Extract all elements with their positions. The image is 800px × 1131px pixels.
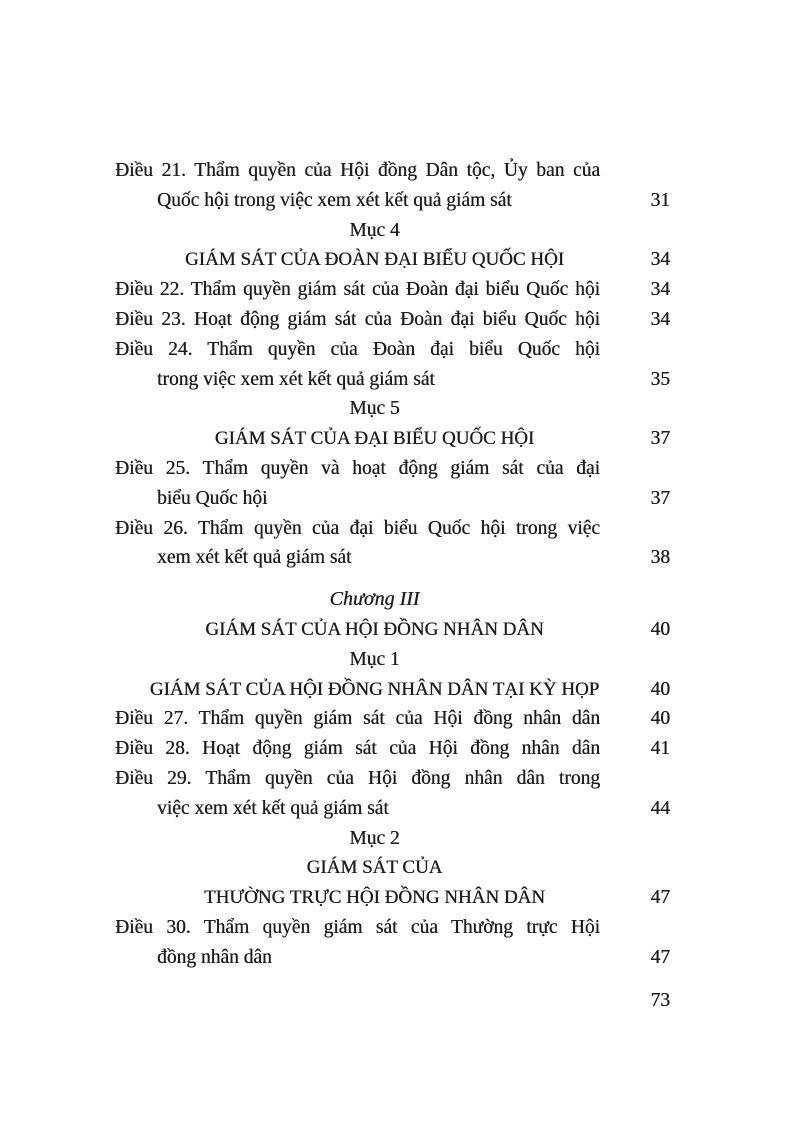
toc-row-text: Mục 5 <box>349 398 400 420</box>
folio-page-number: 73 <box>650 990 670 1011</box>
toc-row-text: Điều 30. Thẩm quyền giám sát của Thường trực Hội <box>115 916 600 938</box>
toc-row-page-number: 47 <box>650 887 670 909</box>
toc-row <box>115 514 670 544</box>
toc-row <box>115 394 670 424</box>
toc-row <box>115 424 670 454</box>
toc-row-page-number: 40 <box>650 618 670 640</box>
table-of-contents <box>115 156 670 973</box>
toc-row-text: Điều 25. Thẩm quyền và hoạt động giám sát của đại <box>115 457 600 479</box>
toc-row-text: Mục 2 <box>349 827 400 849</box>
toc-row-text: GIÁM SÁT CỦA HỘI ĐỒNG NHÂN DÂN TẠI KỲ HỌP <box>149 678 600 700</box>
toc-row-text: Điều 22. Thẩm quyền giám sát của Đoàn đại biểu Quốc hội <box>115 279 600 301</box>
toc-row-page-number: 35 <box>650 368 670 390</box>
toc-row <box>115 216 670 246</box>
toc-row <box>115 245 670 275</box>
toc-row-text: Điều 26. Thẩm quyền của đại biểu Quốc hội trong việc <box>115 517 600 539</box>
toc-row-text: GIÁM SÁT CỦA ĐOÀN ĐẠI BIỂU QUỐC HỘI <box>184 249 565 271</box>
toc-row-page-number: 34 <box>650 279 670 301</box>
toc-row-text: đồng nhân dân <box>157 946 272 968</box>
toc-row <box>115 365 670 395</box>
toc-row-text: Điều 23. Hoạt động giám sát của Đoàn đại biểu Quốc hội <box>115 308 600 330</box>
toc-row-text: Điều 28. Hoạt động giám sát của Hội đồng nhân dân <box>115 738 600 760</box>
toc-row <box>115 794 670 824</box>
toc-row-text: việc xem xét kết quả giám sát <box>157 797 389 819</box>
toc-row <box>115 675 670 705</box>
toc-row-text: Điều 24. Thẩm quyền của Đoàn đại biểu Quốc hội <box>115 338 600 360</box>
toc-row <box>115 615 670 645</box>
toc-row-text: GIÁM SÁT CỦA <box>306 857 443 879</box>
toc-row <box>115 585 670 615</box>
toc-row-text: Chương III <box>329 588 420 611</box>
toc-row-text: Quốc hội trong việc xem xét kết quả giám sát <box>157 189 512 211</box>
toc-row-text: biểu Quốc hội <box>157 487 268 509</box>
toc-row <box>115 275 670 305</box>
toc-row <box>115 883 670 913</box>
toc-row <box>115 943 670 973</box>
toc-row <box>115 645 670 675</box>
toc-row <box>115 734 670 764</box>
toc-row-text: GIÁM SÁT CỦA HỘI ĐỒNG NHÂN DÂN <box>205 618 544 640</box>
toc-row <box>115 186 670 216</box>
toc-row <box>115 824 670 854</box>
toc-row-page-number: 44 <box>650 797 670 819</box>
toc-row-text: trong việc xem xét kết quả giám sát <box>157 368 435 390</box>
toc-row-text: GIÁM SÁT CỦA ĐẠI BIỂU QUỐC HỘI <box>214 428 535 450</box>
toc-row-page-number: 38 <box>650 547 670 569</box>
toc-row <box>115 335 670 365</box>
toc-row-page-number: 40 <box>650 708 670 730</box>
toc-row-page-number: 47 <box>650 946 670 968</box>
toc-row-page-number: 40 <box>650 678 670 700</box>
toc-row <box>115 484 670 514</box>
toc-row <box>115 704 670 734</box>
toc-row-text: Điều 27. Thẩm quyền giám sát của Hội đồng nhân dân <box>115 708 600 730</box>
toc-row <box>115 764 670 794</box>
toc-row <box>115 156 670 186</box>
toc-row-text: Điều 29. Thẩm quyền của Hội đồng nhân dân trong <box>115 767 600 789</box>
toc-row-page-number: 41 <box>650 738 670 760</box>
toc-row <box>115 305 670 335</box>
toc-row-page-number: 34 <box>650 249 670 271</box>
toc-row-text: xem xét kết quả giám sát <box>157 547 352 569</box>
toc-row-text: THƯỜNG TRỰC HỘI ĐỒNG NHÂN DÂN <box>203 887 546 909</box>
toc-row-text: Mục 1 <box>349 648 400 670</box>
toc-row-text: Điều 21. Thẩm quyền của Hội đồng Dân tộc, Ủy ban của <box>115 160 600 181</box>
toc-row <box>115 454 670 484</box>
toc-row-page-number: 37 <box>650 487 670 509</box>
toc-row <box>115 853 670 883</box>
toc-row <box>115 543 670 573</box>
toc-row-page-number: 34 <box>650 308 670 330</box>
toc-row-text: Mục 4 <box>349 219 400 241</box>
toc-row <box>115 913 670 943</box>
toc-row-page-number: 37 <box>650 428 670 450</box>
toc-row-page-number: 31 <box>650 189 670 211</box>
